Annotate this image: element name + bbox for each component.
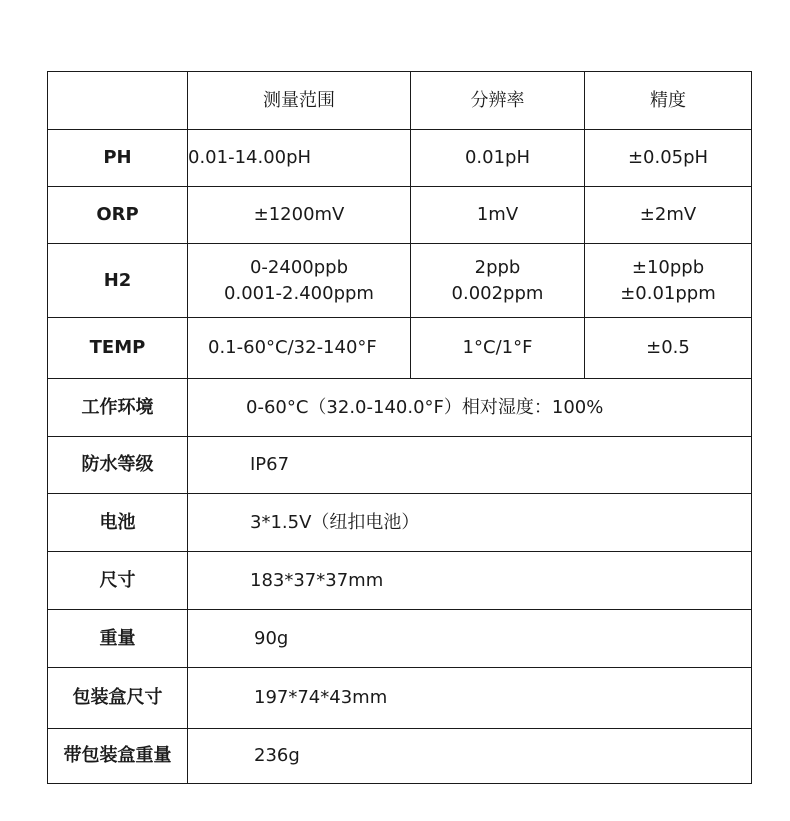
spec-row-environment	[48, 379, 752, 437]
spec-row-weight	[48, 610, 752, 668]
spec-row-waterproof	[48, 437, 752, 494]
range-line: 0.001-2.400ppm	[224, 282, 374, 304]
range-value: 0.01-14.00pH	[188, 130, 411, 187]
spec-label: 重量	[48, 610, 188, 668]
header-empty-cell	[48, 72, 188, 130]
spec-label: 工作环境	[48, 379, 188, 437]
spec-label: 电池	[48, 494, 188, 552]
spec-value: 3*1.5V（纽扣电池）	[188, 494, 752, 552]
resolution-line: 2ppb	[474, 256, 521, 278]
spec-label: 包装盒尺寸	[48, 668, 188, 729]
range-value: ±1200mV	[188, 187, 411, 244]
row-label: TEMP	[48, 318, 188, 379]
spec-row-size	[48, 552, 752, 610]
table-row-orp	[48, 187, 752, 244]
spec-value: 90g	[188, 610, 752, 668]
accuracy-value	[585, 244, 752, 318]
accuracy-value: ±0.5	[585, 318, 752, 379]
accuracy-value: ±2mV	[585, 187, 752, 244]
spec-value: 183*37*37mm	[188, 552, 752, 610]
header-resolution: 分辨率	[411, 72, 585, 130]
accuracy-value: ±0.05pH	[585, 130, 752, 187]
header-accuracy: 精度	[585, 72, 752, 130]
resolution-line: 0.002ppm	[451, 282, 544, 304]
accuracy-line: ±10ppb	[631, 256, 705, 278]
resolution-value	[411, 244, 585, 318]
row-label: PH	[48, 130, 188, 187]
row-label: ORP	[48, 187, 188, 244]
row-label: H2	[48, 244, 188, 318]
table-row-h2	[48, 244, 752, 318]
spec-row-package-weight	[48, 729, 752, 784]
table-header-row	[48, 72, 752, 130]
spec-table	[47, 71, 752, 784]
range-line: 0-2400ppb	[249, 256, 349, 278]
spec-row-package-size	[48, 668, 752, 729]
spec-label: 尺寸	[48, 552, 188, 610]
spec-value: 0-60°C（32.0-140.0°F）相对湿度：100%	[188, 379, 752, 437]
spec-row-battery	[48, 494, 752, 552]
table-row-temp	[48, 318, 752, 379]
spec-value: IP67	[188, 437, 752, 494]
resolution-value: 1°C/1°F	[411, 318, 585, 379]
range-value: 0.1-60°C/32-140°F	[188, 318, 411, 379]
accuracy-line: ±0.01ppm	[620, 282, 716, 304]
resolution-value: 1mV	[411, 187, 585, 244]
spec-value: 236g	[188, 729, 752, 784]
spec-label: 带包装盒重量	[48, 729, 188, 784]
table-row-ph	[48, 130, 752, 187]
range-value	[188, 244, 411, 318]
header-range: 测量范围	[188, 72, 411, 130]
resolution-value: 0.01pH	[411, 130, 585, 187]
spec-value: 197*74*43mm	[188, 668, 752, 729]
spec-label: 防水等级	[48, 437, 188, 494]
